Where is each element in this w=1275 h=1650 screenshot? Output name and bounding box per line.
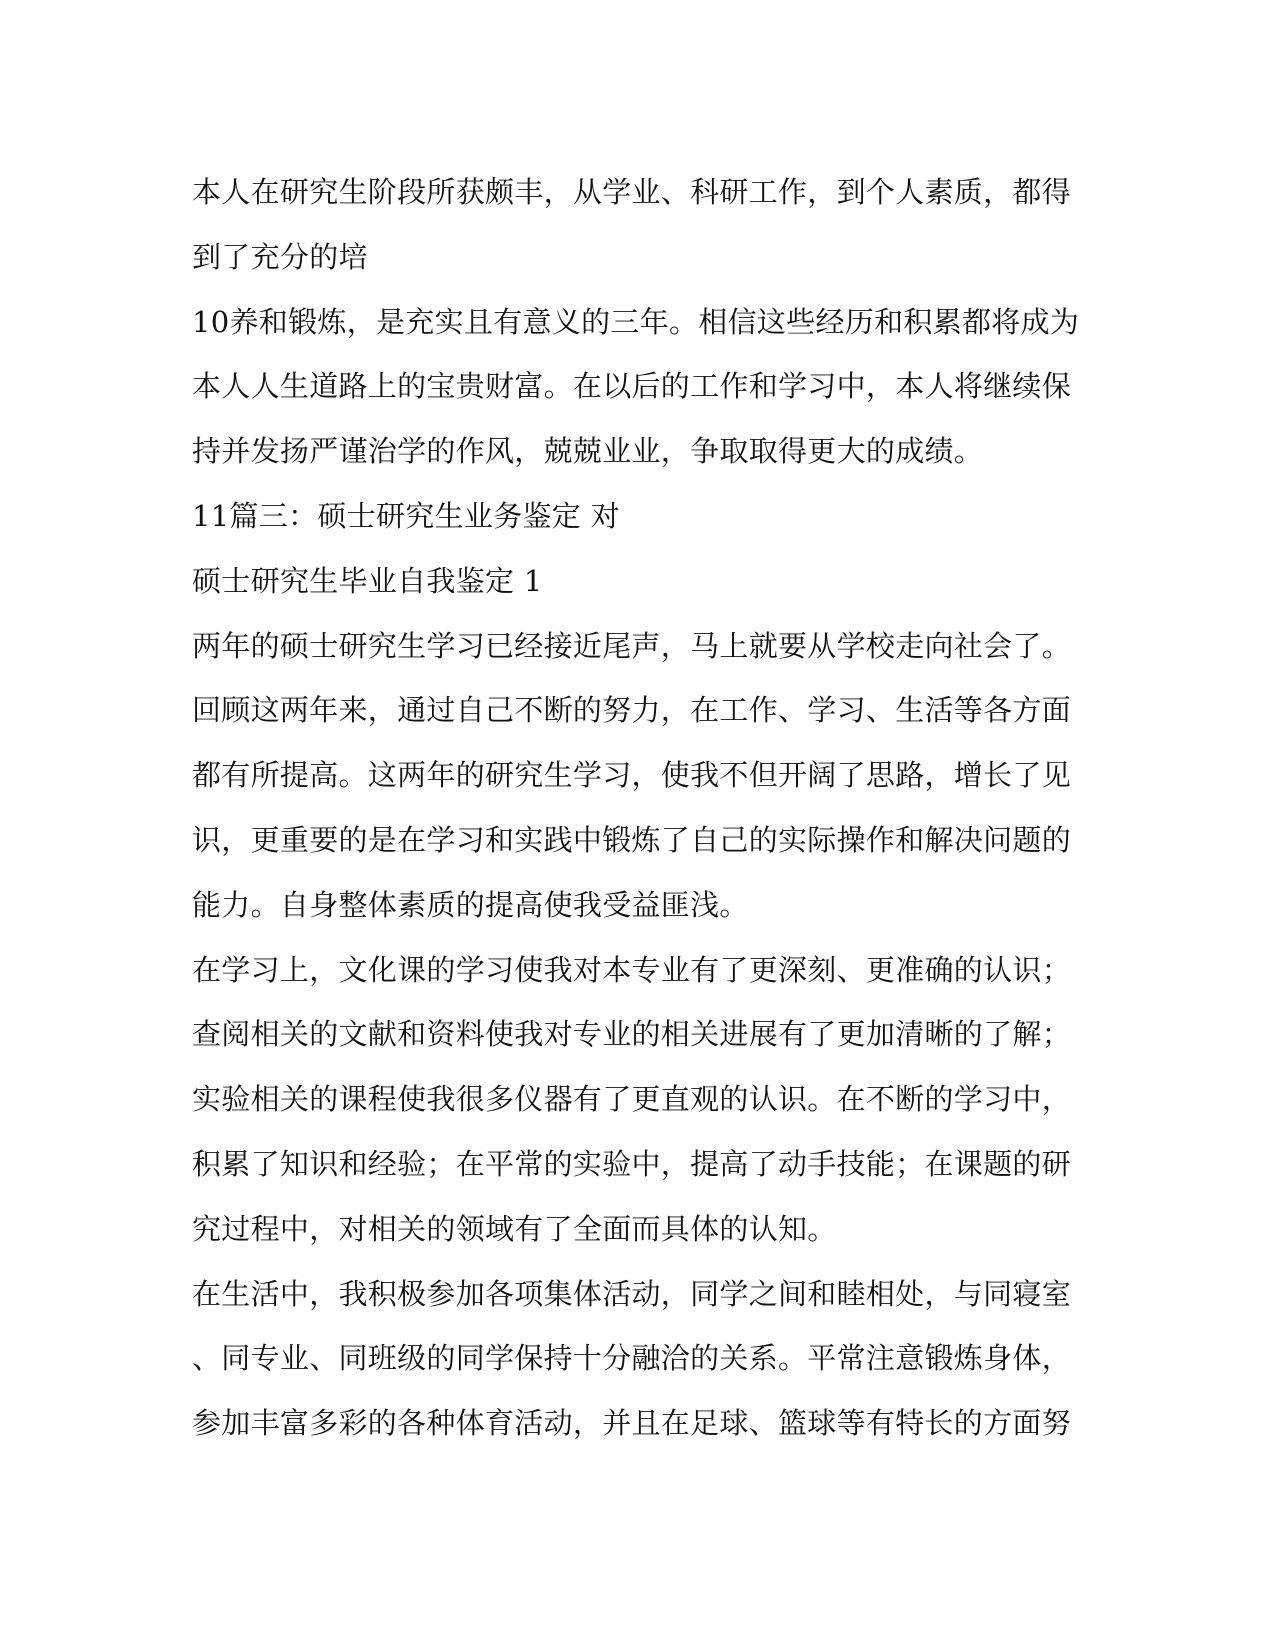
text-line: 、同专业、同班级的同学保持十分融洽的关系。平常注意锻炼身体，	[192, 1341, 1072, 1376]
text-line: 在生活中，我积极参加各项集体活动，同学之间和睦相处，与同寝室	[192, 1276, 1072, 1311]
text-line: 识，更重要的是在学习和实践中锻炼了自己的实际操作和解决问题的	[192, 822, 1072, 857]
section-subheading: 硕士研究生毕业自我鉴定 1	[192, 563, 543, 598]
text-line: 参加丰富多彩的各种体育活动，并且在足球、篮球等有特长的方面努	[192, 1406, 1072, 1441]
text-line: 回顾这两年来，通过自己不断的努力，在工作、学习、生活等各方面	[192, 693, 1072, 728]
text-line: 本人在研究生阶段所获颇丰，从学业、科研工作，到个人素质，都得	[192, 175, 1072, 209]
text-line: 10养和锻炼，是充实且有意义的三年。相信这些经历和积累都将成为	[192, 304, 1080, 339]
text-line: 两年的硕士研究生学习已经接近尾声，马上就要从学校走向社会了。	[192, 628, 1072, 663]
text-line: 到了充分的培	[192, 239, 368, 274]
text-line: 本人人生道路上的宝贵财富。在以后的工作和学习中，本人将继续保	[192, 369, 1072, 404]
section-heading: 11篇三：硕士研究生业务鉴定 对	[192, 498, 620, 533]
text-line: 究过程中，对相关的领域有了全面而具体的认知。	[192, 1211, 837, 1246]
text-line: 都有所提高。这两年的研究生学习，使我不但开阔了思路，增长了见	[192, 758, 1072, 793]
text-line: 持并发扬严谨治学的作风，兢兢业业，争取取得更大的成绩。	[192, 434, 984, 469]
text-line: 查阅相关的文献和资料使我对专业的相关进展有了更加清晰的了解；	[192, 1017, 1072, 1052]
text-line: 积累了知识和经验；在平常的实验中，提高了动手技能；在课题的研	[192, 1146, 1072, 1181]
document-body	[192, 160, 1080, 1456]
text-line: 实验相关的课程使我很多仪器有了更直观的认识。在不断的学习中，	[192, 1082, 1072, 1117]
text-line: 能力。自身整体素质的提高使我受益匪浅。	[192, 887, 749, 922]
text-line: 在学习上，文化课的学习使我对本专业有了更深刻、更准确的认识；	[192, 952, 1072, 987]
